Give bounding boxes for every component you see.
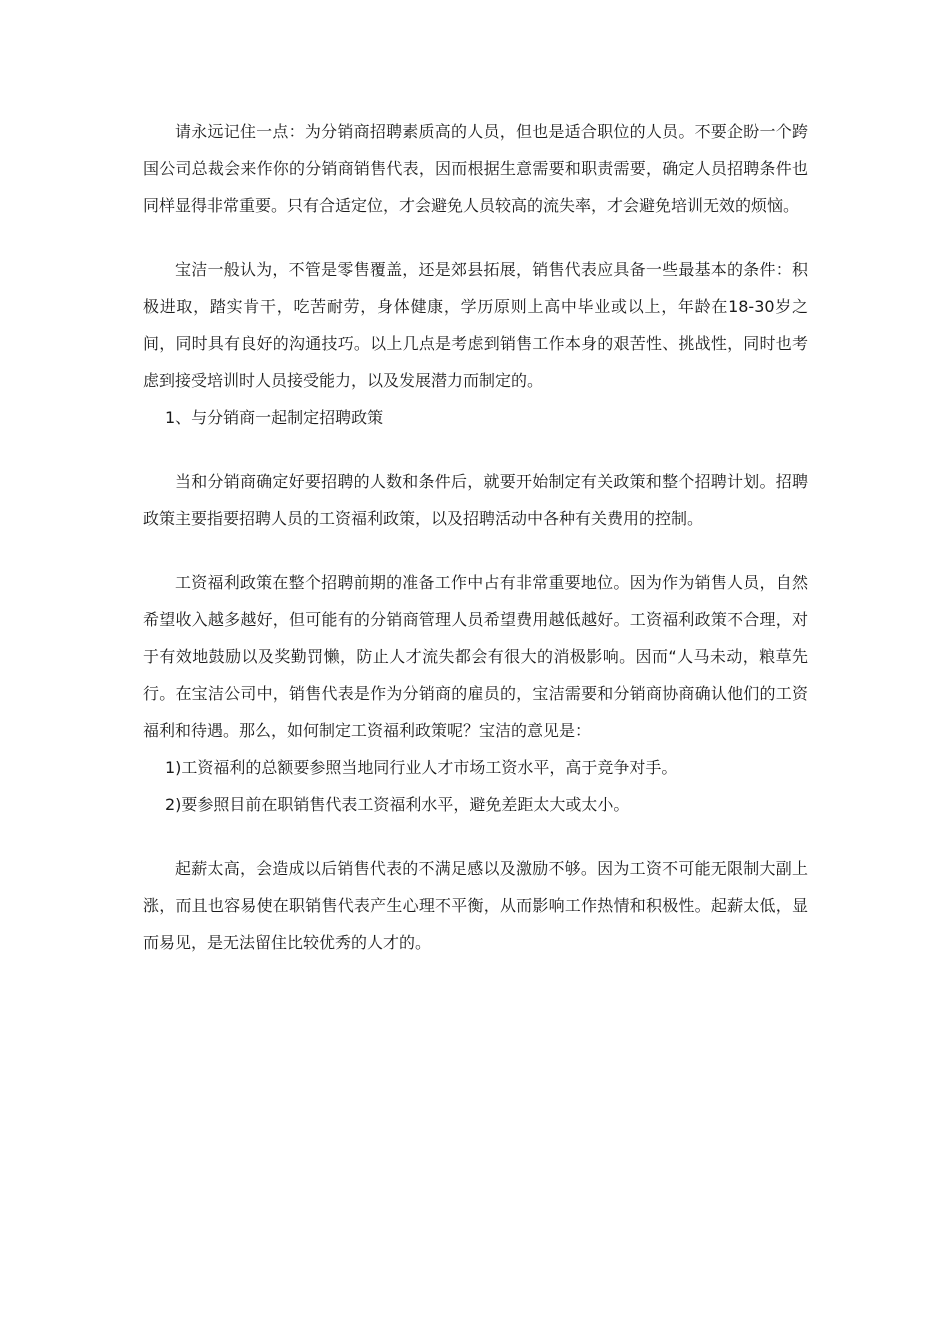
paragraph-starting-salary: 起薪太高，会造成以后销售代表的不满足感以及激励不够。因为工资不可能无限制大副上涨，而且也容易使在职销售代表产生心理不平衡，从而影响工作热情和积极性。起薪太低，显而易见，是无法留住比较优秀的人才的。 xyxy=(143,859,808,952)
list-item-salary-total: 1)工资福利的总额要参照当地同行业人才市场工资水平，高于竞争对手。 xyxy=(165,758,678,777)
section-heading-recruit-policy: 1、与分销商一起制定招聘政策 xyxy=(165,408,384,427)
paragraph-basic-requirements: 宝洁一般认为，不管是零售覆盖，还是郊县拓展，销售代表应具备一些最基本的条件：积极进取，踏实肯干，吃苦耐劳，身体健康，学历原则上高中毕业或以上，年龄在18-30岁之间，同时具有良好的沟通技巧。以上几点是考虑到销售工作本身的艰苦性、挑战性，同时也考虑到接受培训时人员接受能力，以及发展潜力而制定的。 xyxy=(143,260,808,390)
document-body xyxy=(143,113,808,961)
paragraph-salary-policy: 工资福利政策在整个招聘前期的准备工作中占有非常重要地位。因为作为销售人员，自然希望收入越多越好，但可能有的分销商管理人员希望费用越低越好。工资福利政策不合理，对于有效地鼓励以及奖勤罚懒，防止人才流失都会有很大的消极影响。因而“人马未动，粮草先行。在宝洁公司中，销售代表是作为分销商的雇员的，宝洁需要和分销商协商确认他们的工资福利和待遇。那么，如何制定工资福利政策呢？宝洁的意见是： xyxy=(143,573,808,740)
list-item-salary-reference: 2)要参照目前在职销售代表工资福利水平，避免差距太大或太小。 xyxy=(165,795,630,814)
paragraph-recruit-quality: 请永远记住一点：为分销商招聘素质高的人员，但也是适合职位的人员。不要企盼一个跨国公司总裁会来作你的分销商销售代表，因而根据生意需要和职责需要，确定人员招聘条件也同样显得非常重要。只有合适定位，才会避免人员较高的流失率，才会避免培训无效的烦恼。 xyxy=(143,122,808,215)
paragraph-policy-plan: 当和分销商确定好要招聘的人数和条件后，就要开始制定有关政策和整个招聘计划。招聘政策主要指要招聘人员的工资福利政策，以及招聘活动中各种有关费用的控制。 xyxy=(143,472,808,528)
